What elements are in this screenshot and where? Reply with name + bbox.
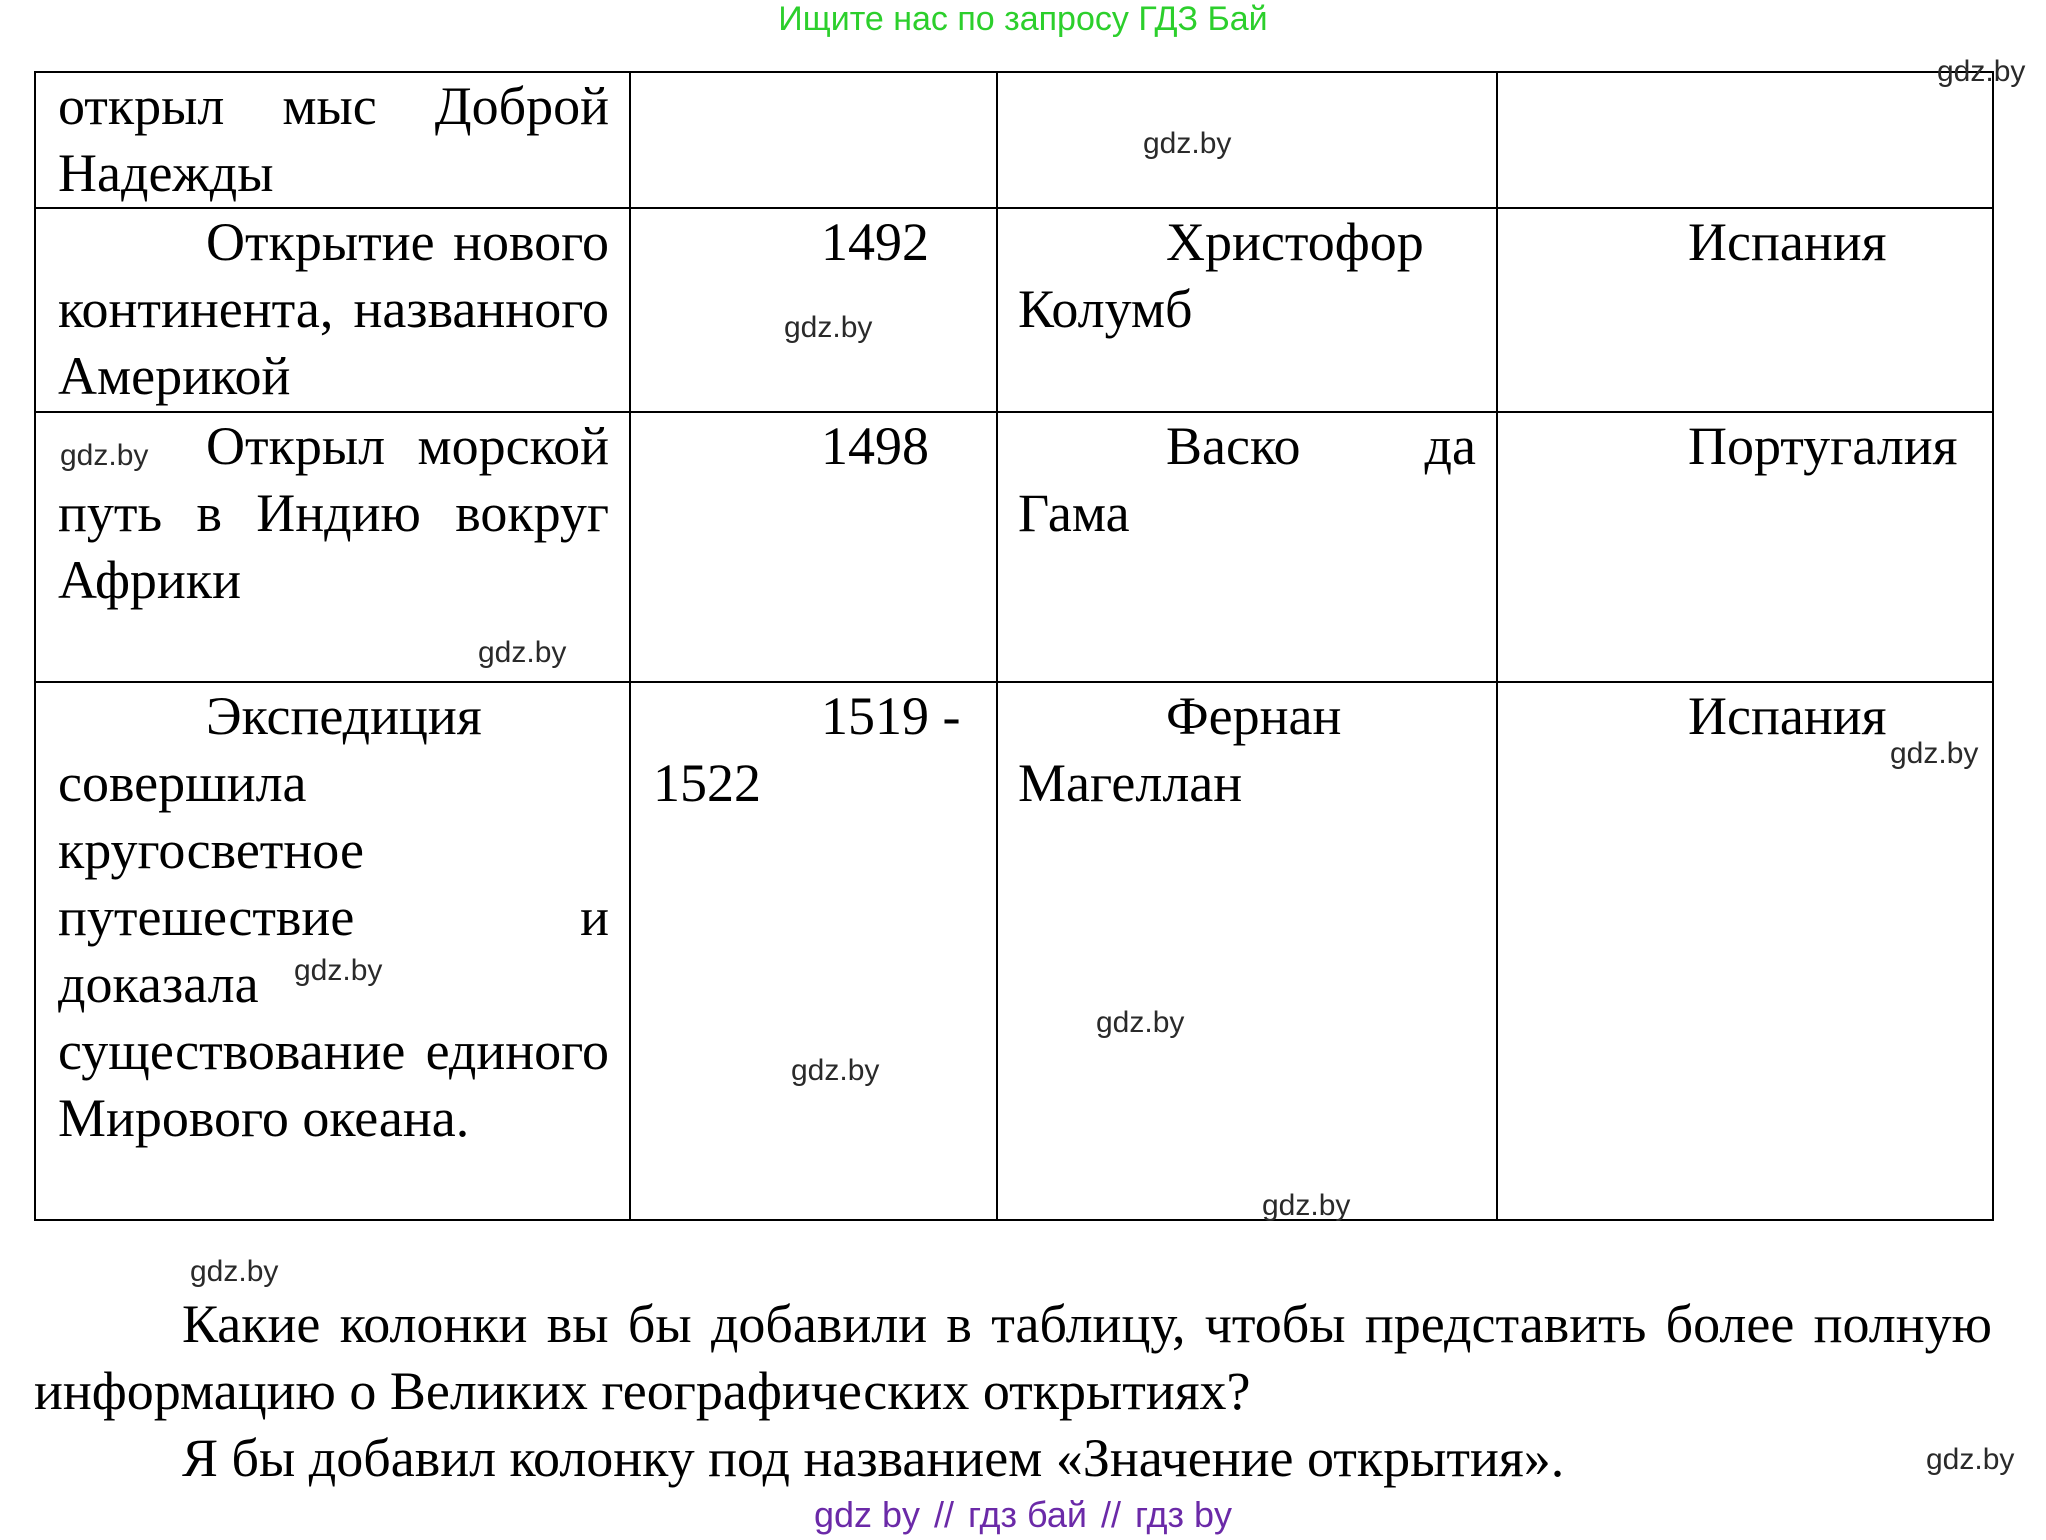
footer-link[interactable]: gdz by	[813, 1494, 921, 1535]
footer-link[interactable]: гдз бай	[968, 1494, 1087, 1535]
year-cell	[630, 72, 997, 208]
footer-separator: //	[934, 1494, 955, 1535]
discoveries-table	[34, 71, 1994, 1221]
event-cell: Экспедиция совершила кругосветное путешествие и доказала существование единого Мирового океана.	[35, 682, 630, 1220]
watermark: gdz.by	[294, 954, 383, 987]
watermark: gdz.by	[784, 311, 873, 344]
watermark: gdz.by	[1096, 1006, 1185, 1039]
year-cell: 1519 - 1522	[630, 682, 997, 1220]
watermark: gdz.by	[1926, 1443, 2015, 1476]
table-row	[35, 682, 1993, 1220]
footer-links	[0, 1494, 2046, 1536]
footer-link[interactable]: гдз by	[1135, 1494, 1233, 1535]
footer-separator: //	[1100, 1494, 1121, 1535]
watermark: gdz.by	[60, 439, 149, 472]
year-cell: 1498	[630, 412, 997, 682]
top-banner: Ищите нас по запросу ГДЗ Бай	[778, 0, 1268, 38]
event-cell: Открыл морской путь в Индию вокруг Африки	[35, 412, 630, 682]
watermark: gdz.by	[1262, 1189, 1351, 1222]
question-text: Какие колонки вы бы добавили в таблицу, чтобы представить более полную информацию о Великих географических открытиях?	[34, 1294, 1992, 1421]
answer-text: Я бы добавил колонку под названием «Значение открытия».	[182, 1428, 1565, 1488]
watermark: gdz.by	[1143, 127, 1232, 160]
event-cell: Открытие нового континента, названного Америкой	[35, 208, 630, 412]
table-row	[35, 412, 1993, 682]
person-cell: Фернан Магеллан	[997, 682, 1497, 1220]
watermark: gdz.by	[190, 1255, 279, 1288]
watermark: gdz.by	[478, 636, 567, 669]
person-cell: Христофор Колумб	[997, 208, 1497, 412]
watermark: gdz.by	[791, 1054, 880, 1087]
person-cell: Васко да Гама	[997, 412, 1497, 682]
watermark: gdz.by	[1937, 55, 2026, 88]
year-cell: 1492	[630, 208, 997, 412]
table-row	[35, 208, 1993, 412]
person-cell	[997, 72, 1497, 208]
country-cell: Португалия	[1497, 412, 1993, 682]
table-row	[35, 72, 1993, 208]
country-cell	[1497, 72, 1993, 208]
watermark: gdz.by	[1890, 737, 1979, 770]
country-cell: Испания	[1497, 208, 1993, 412]
country-cell: Испания	[1497, 682, 1993, 1220]
event-cell: открыл мыс Доброй Надежды	[35, 72, 630, 208]
